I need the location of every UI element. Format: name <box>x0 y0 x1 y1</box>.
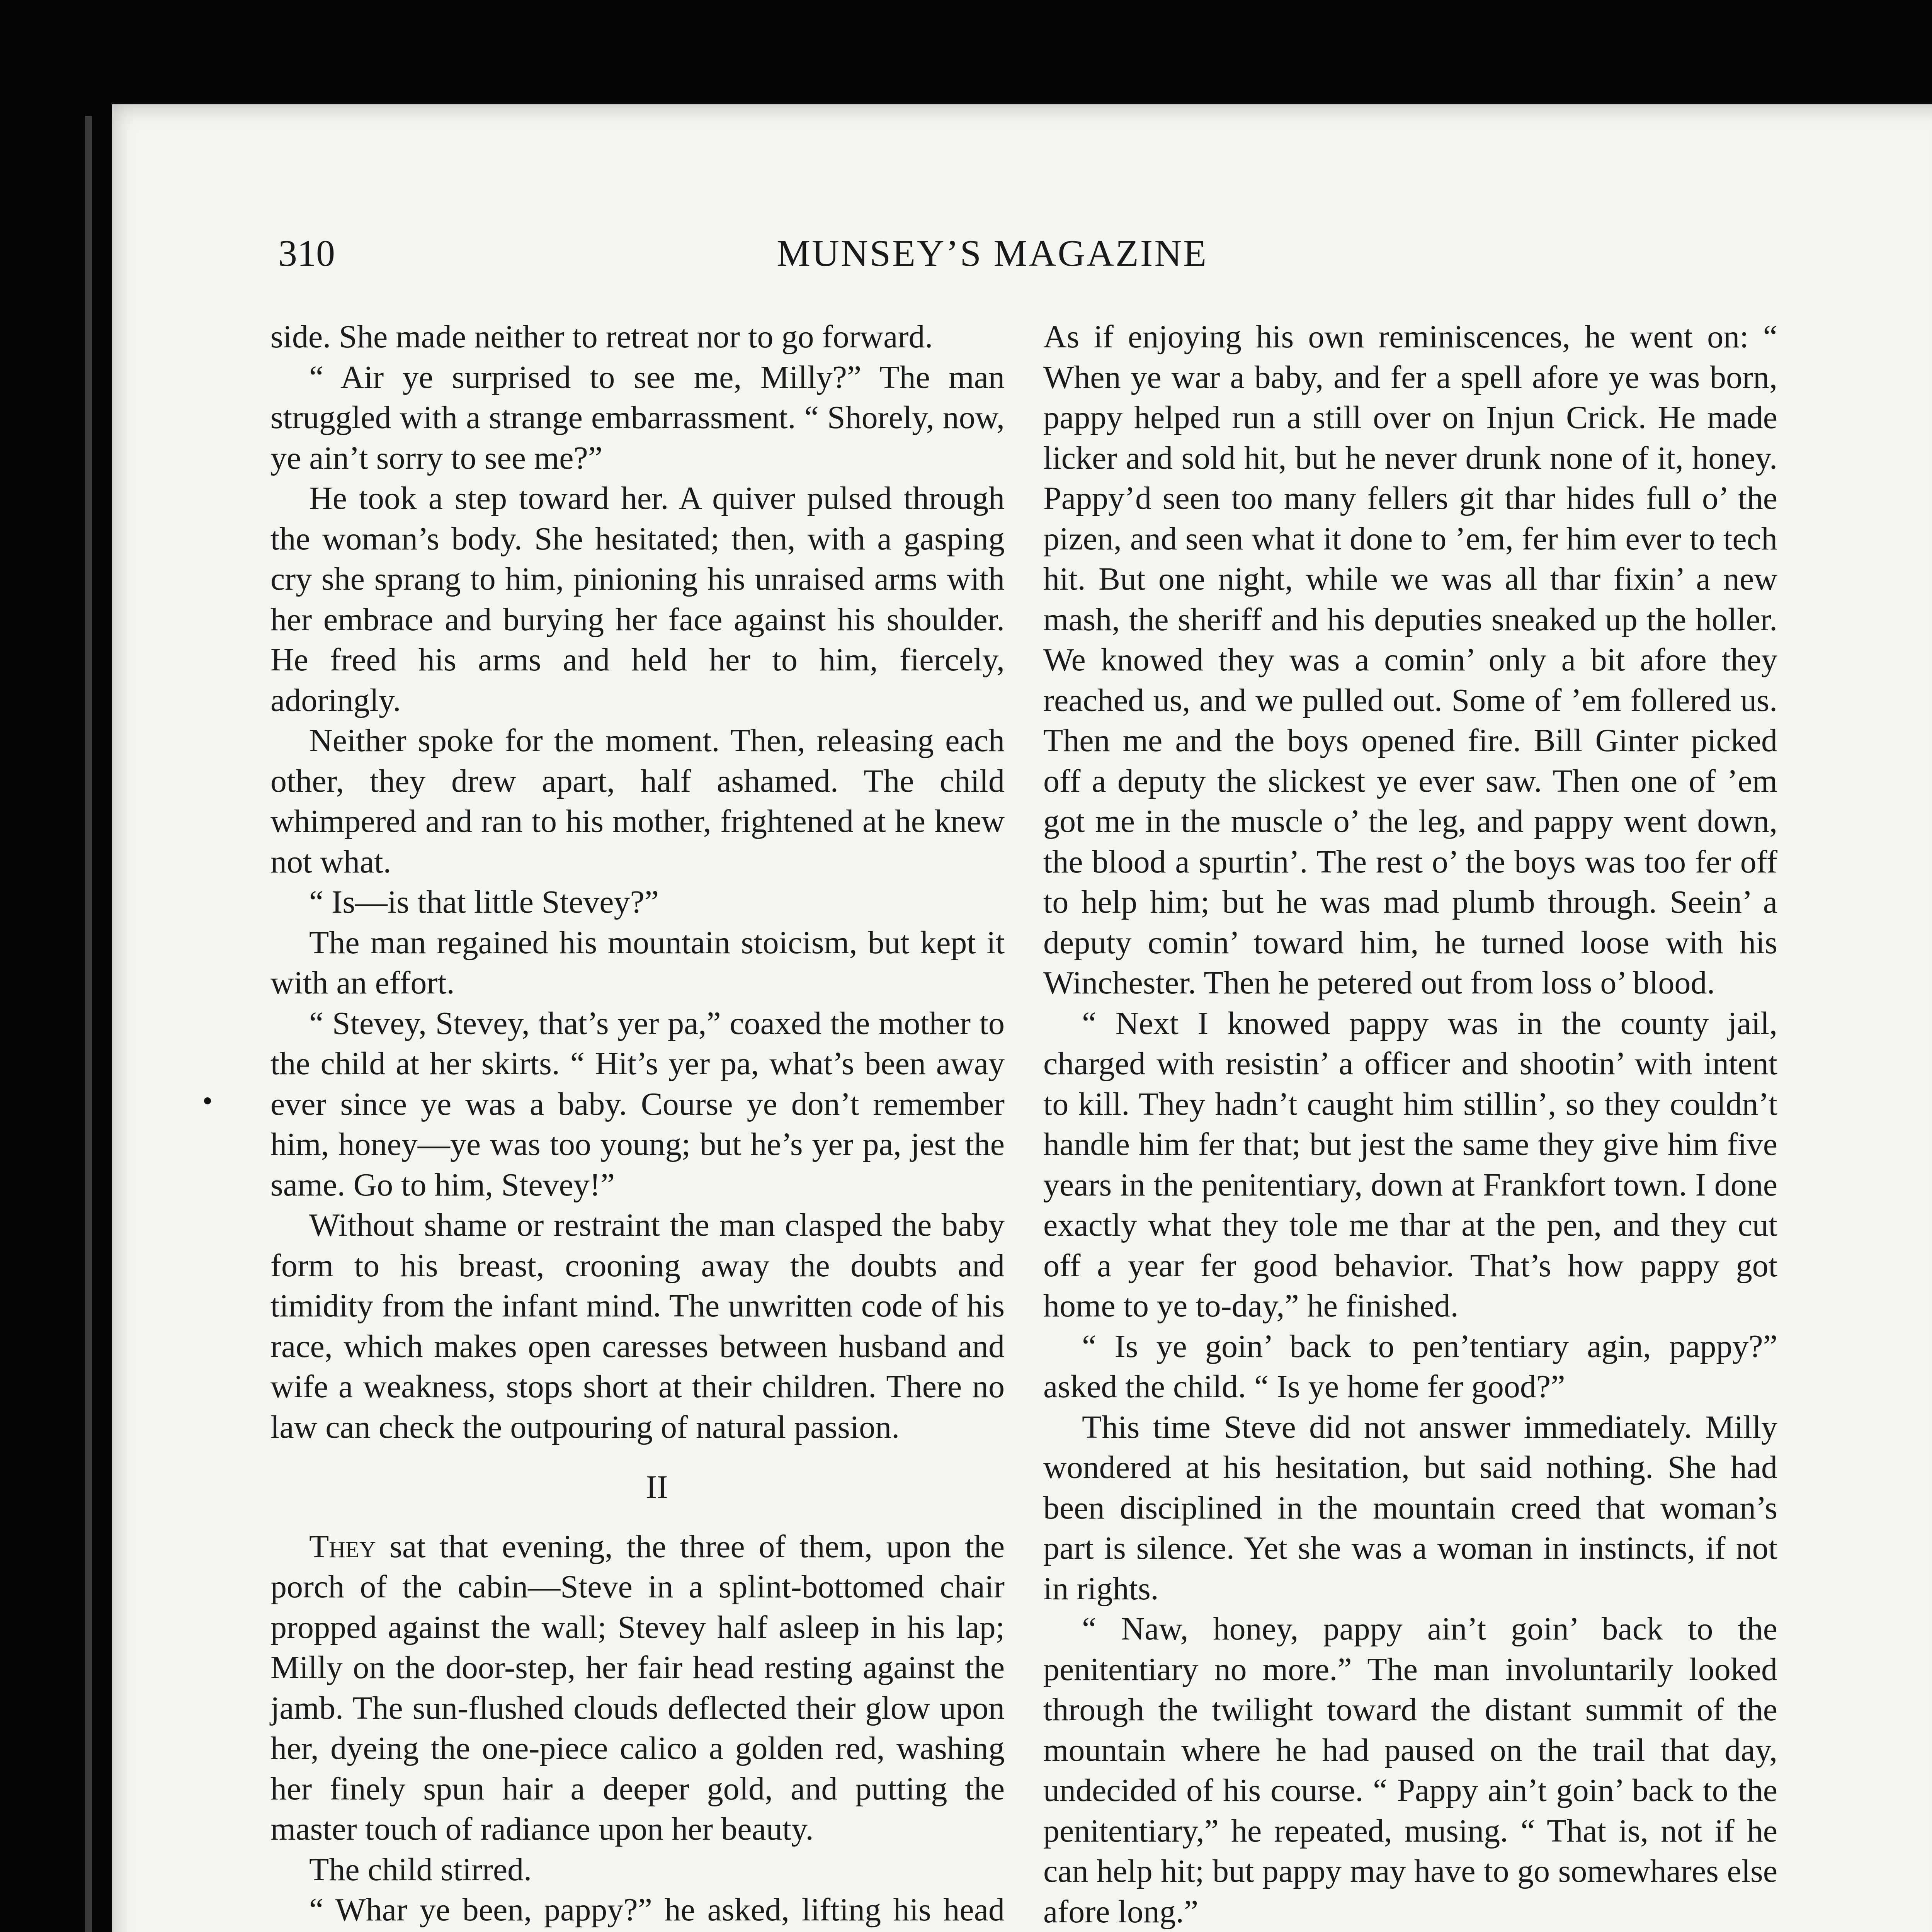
paragraph: “ Air ye surprised to see me, Milly?” The man struggled with a strange embarrassment. “ Shorely, now, ye ain’t sorry to see me?” <box>270 359 1005 476</box>
paragraph: “ Whar ye been, pappy?” he asked, lifting his head <box>309 1892 1005 1928</box>
paragraph: Neither spoke for the moment. Then, releasing each other, they drew apart, half ashamed. The child whimpered and ran to his mother, frightened at he knew not what. <box>270 723 1005 880</box>
section-opening-paragraph <box>270 1527 1005 1850</box>
page-header <box>278 232 1275 290</box>
right-column <box>1043 317 1777 1932</box>
running-head: MUNSEY’S MAGAZINE <box>777 233 1208 274</box>
paragraph: “ Naw, honey, pappy ain’t goin’ back to the penitentiary no more.” The man involuntarily looked through the twilight toward the distant summit of the mountain where he had paused on the trail that day, undecided of his course. “ Pappy ain’t goin’ back to the penitentiary,” he repeated, musing. “ That is, not if he can help hit; but pappy may have to go somewhares else afore long.” <box>1043 1611 1777 1930</box>
paragraph: As if enjoying his own reminiscences, he went on: “ When ye war a baby, and fer a spell afore ye was born, pappy helped run a still over on Injun Crick. He made licker and sold hit, but he never drunk none of it, honey. Pappy’d seen too many fellers git thar hides full o’ the pizen, and seen what it done to ’em, fer him ever to tech hit. But one night, while we was all thar fixin’ a new mash, the sheriff and his deputies sneaked up the holler. We knowed they was a comin’ only a bit afore they reached us, and we pulled out. Some of ’em follered us. Then me and the boys opened fire. Bill Ginter picked off a deputy the slickest ye ever saw. Then one of ’em got me in the muscle o’ the leg, and pappy went down, the blood a spurtin’. The rest o’ the boys was too fer off to help him; but he was mad plumb through. Seein’ a deputy comin’ toward him, he turned loose with his Winchester. Then he petered out from loss o’ blood. <box>1043 319 1777 1001</box>
binding-shadow <box>85 116 92 1932</box>
section-first-word: They <box>309 1528 376 1565</box>
paragraph: “ Is—is that little Stevey?” <box>309 884 659 920</box>
paragraph: He took a step toward her. A quiver pulsed through the woman’s body. She hesitated; then, with a gasping cry she sprang to him, pinioning his unraised arms with her embrace and burying her face against his shoulder. He freed his arms and held her to him, fiercely, adoringly. <box>270 480 1005 718</box>
paragraph: This time Steve did not answer immediately. Milly wondered at his hesitation, but said nothing. She had been disciplined in the mountain creed that woman’s part is silence. Yet she was a woman in instincts, if not in rights. <box>1043 1409 1777 1607</box>
section-heading: II <box>646 1468 668 1505</box>
paragraph: The man regained his mountain stoicism, but kept it with an effort. <box>270 924 1005 1001</box>
page-number: 310 <box>278 233 335 274</box>
paragraph: “ Is ye goin’ back to pen’tentiary agin, pappy?” asked the child. “ Is ye home fer good?” <box>1043 1328 1777 1405</box>
paragraph: “ Stevey, Stevey, that’s yer pa,” coaxed the mother to the child at her skirts. “ Hit’s yer pa, what’s been away ever since ye was a baby. Course ye don’t remember him, honey—ye was too young; but he’s yer pa, jest the same. Go to him, Stevey!” <box>270 1005 1005 1203</box>
print-speck <box>204 1097 211 1104</box>
section-first-text: sat that evening, the three of them, upon the porch of the cabin—Steve in a splint-bottomed chair propped against the wall; Stevey half asleep in his lap; Milly on the door-step, her fair head resting against the jamb. The sun-flushed clouds deflected their glow upon her, dyeing the one-piece calico a golden red, washing her finely spun hair a deeper gold, and putting the master touch of radiance upon her beauty. <box>270 1528 1005 1847</box>
left-column <box>270 317 1005 1932</box>
paragraph: The child stirred. <box>309 1851 532 1888</box>
paragraph: side. She made neither to retreat nor to go forward. <box>270 319 933 355</box>
paragraph: Without shame or restraint the man clasped the baby form to his breast, crooning away the doubts and timidity from the infant mind. The unwritten code of his race, which makes open caresses between husband and wife a weakness, stops short at their children. There no law can check the outpouring of natural passion. <box>270 1207 1005 1445</box>
paragraph: “ Next I knowed pappy was in the county jail, charged with resistin’ a officer and shootin’ with intent to kill. They hadn’t caught him stillin’, so they couldn’t handle him fer that; but jest the same they give him five years in the penitentiary, down at Frankfort town. I done exactly what they tole me thar at the pen, and they cut off a year fer good behavior. That’s how pappy got home to ye to-day,” he finished. <box>1043 1005 1777 1324</box>
